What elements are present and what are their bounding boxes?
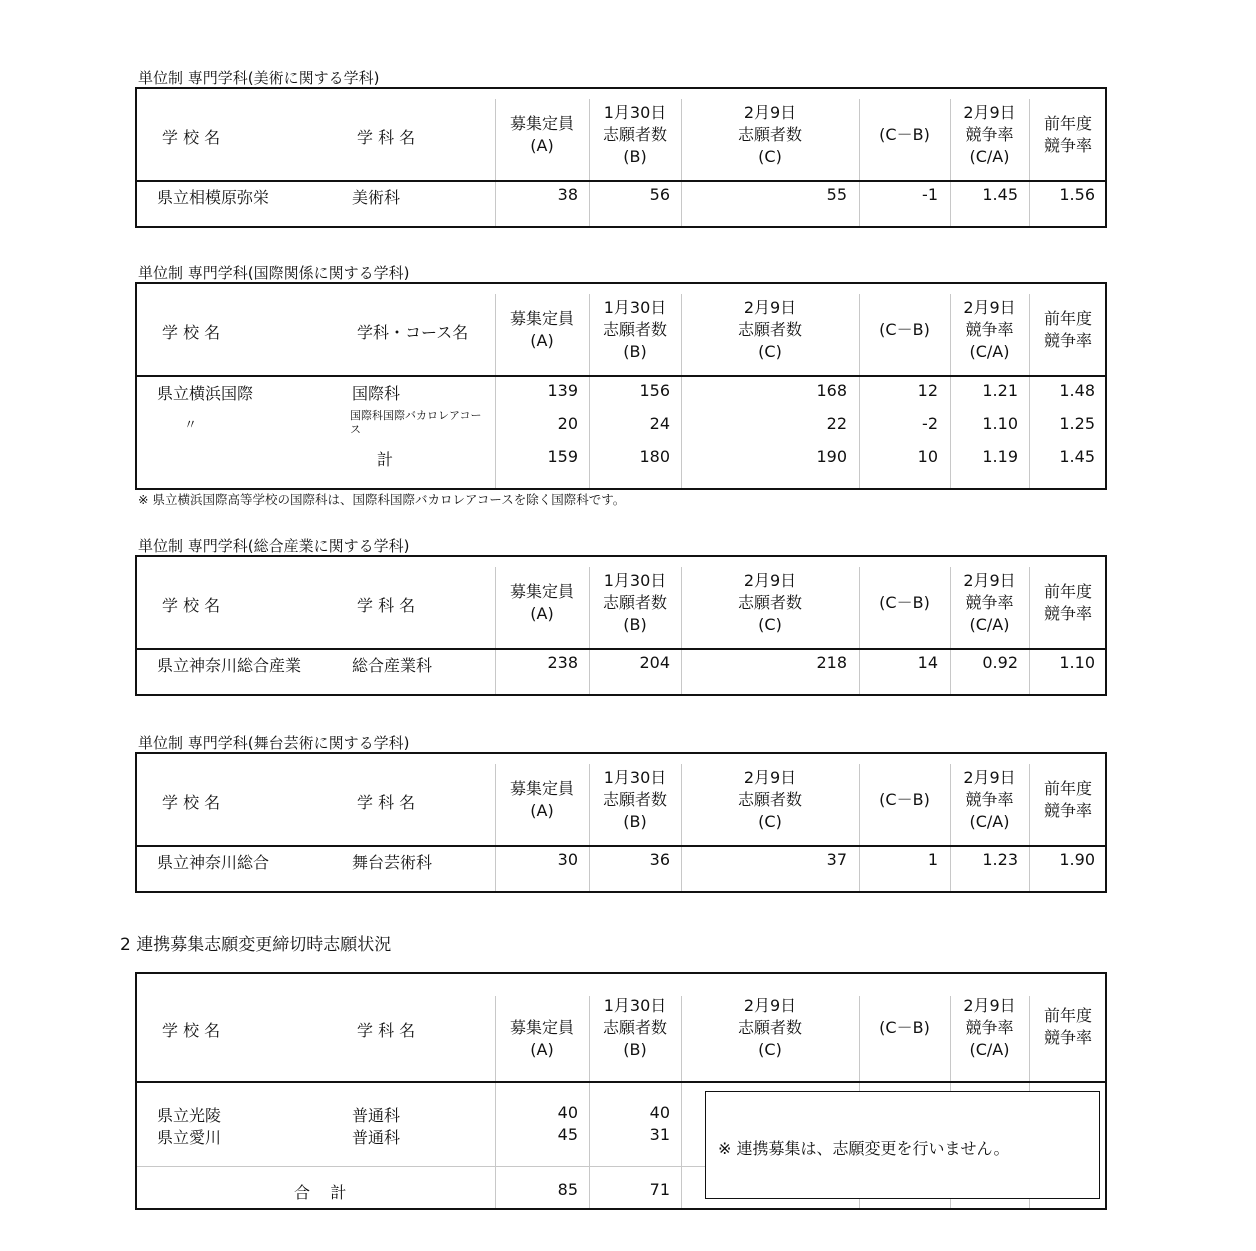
cell-school: 県立光陵 xyxy=(157,1106,222,1125)
header-ratio-line: 競争率 xyxy=(965,124,1014,144)
header-separator xyxy=(137,648,1105,650)
header-prev-ratio-line: 前年度 xyxy=(1043,1006,1092,1025)
header-dept: 学 科 名 xyxy=(357,792,416,812)
cell-b: 180 xyxy=(639,447,670,466)
header-applicants-jan30-line: 1月30日 xyxy=(603,996,667,1015)
header-school: 学 校 名 xyxy=(162,595,221,615)
header-prev-ratio-line: 競争率 xyxy=(1043,135,1092,155)
header-dept: 学科・コース名 xyxy=(357,322,469,342)
cell-a: 20 xyxy=(557,414,578,433)
header-applicants-jan30 xyxy=(589,102,681,168)
header-applicants-feb9-line: 2月9日 xyxy=(743,102,797,122)
header-applicants-feb9-line: (C) xyxy=(758,146,782,166)
header-applicants-jan30 xyxy=(589,995,681,1061)
table-caption: 単位制 専門学科(美術に関する学科) xyxy=(138,69,380,87)
header-ratio-line: (C/A) xyxy=(969,614,1010,634)
header-applicants-feb9-line: 志願者数 xyxy=(737,1018,802,1037)
cell-dept: 国際科 xyxy=(352,384,401,403)
header-applicants-feb9-line: (C) xyxy=(758,614,782,634)
cell-b: 24 xyxy=(649,414,670,433)
cell-school: 県立横浜国際 xyxy=(157,384,254,403)
cell-dept: 普通科 xyxy=(352,1106,401,1125)
header-ratio-line: (C/A) xyxy=(969,146,1010,166)
header-dept: 学 科 名 xyxy=(357,127,416,147)
section-heading: 2 連携募集志願変更締切時志願状況 xyxy=(120,935,392,955)
header-applicants-jan30 xyxy=(589,570,681,636)
header-school: 学 校 名 xyxy=(162,792,221,812)
column-divider xyxy=(589,377,590,488)
header-ratio-line: 競争率 xyxy=(965,592,1014,612)
header-ratio xyxy=(950,570,1029,636)
header-ratio xyxy=(950,297,1029,363)
cell-b: 31 xyxy=(649,1125,670,1144)
cell-prev: 1.90 xyxy=(1059,850,1095,869)
header-school: 学 校 名 xyxy=(162,322,221,342)
header-applicants-feb9 xyxy=(681,102,859,168)
header-capacity-line: (A) xyxy=(530,1040,554,1059)
table-caption: 単位制 専門学科(総合産業に関する学科) xyxy=(138,537,410,555)
header-capacity-line: 募集定員 xyxy=(509,113,574,133)
cell-school: 県立神奈川総合 xyxy=(157,853,270,872)
header-capacity xyxy=(495,1017,589,1061)
header-prev-ratio-line: 競争率 xyxy=(1043,1028,1092,1047)
header-applicants-feb9-line: 志願者数 xyxy=(737,592,802,612)
header-capacity-line: (A) xyxy=(530,135,554,155)
header-prev-ratio-line: 前年度 xyxy=(1043,113,1092,133)
header-ratio-line: 2月9日 xyxy=(963,102,1016,122)
cell-c: 55 xyxy=(826,185,847,204)
column-divider xyxy=(495,377,496,488)
cell-prev: 1.48 xyxy=(1059,381,1095,400)
header-capacity-line: (A) xyxy=(530,603,554,623)
cell-ratio: 1.10 xyxy=(982,414,1018,433)
result-table xyxy=(135,87,1107,228)
cell-c: 37 xyxy=(826,850,847,869)
cell-a: 45 xyxy=(557,1125,578,1144)
cell-dept: 舞台芸術科 xyxy=(352,853,433,872)
header-applicants-jan30-line: (B) xyxy=(623,146,647,166)
header-separator xyxy=(137,1081,1105,1083)
header-difference: (C－B) xyxy=(879,124,930,144)
cell-prev: 1.25 xyxy=(1059,414,1095,433)
cell-ratio: 1.21 xyxy=(982,381,1018,400)
header-applicants-feb9-line: (C) xyxy=(758,341,782,361)
header-capacity-line: 募集定員 xyxy=(509,778,574,798)
cell-cb: -1 xyxy=(922,185,938,204)
column-divider xyxy=(950,182,951,226)
header-prev-ratio-line: 競争率 xyxy=(1043,330,1092,350)
column-divider xyxy=(681,182,682,226)
header-ratio-line: 2月9日 xyxy=(963,570,1016,590)
column-divider xyxy=(495,1083,496,1208)
column-divider xyxy=(950,650,951,694)
header-capacity xyxy=(495,308,589,352)
header-applicants-jan30-line: 志願者数 xyxy=(602,319,667,339)
cell-c: 218 xyxy=(816,653,847,672)
header-difference: (C－B) xyxy=(879,319,930,339)
result-table xyxy=(135,752,1107,893)
header-school: 学 校 名 xyxy=(162,1021,221,1040)
column-divider xyxy=(1029,182,1030,226)
header-ratio-line: 競争率 xyxy=(965,1018,1014,1037)
cell-prev: 1.56 xyxy=(1059,185,1095,204)
header-applicants-feb9-line: (C) xyxy=(758,811,782,831)
cell-prev: 1.10 xyxy=(1059,653,1095,672)
column-divider xyxy=(589,182,590,226)
header-dept: 学 科 名 xyxy=(357,595,416,615)
cell-b: 36 xyxy=(649,850,670,869)
header-difference: (C－B) xyxy=(879,592,930,612)
header-difference: (C－B) xyxy=(879,1018,930,1037)
header-applicants-feb9-line: 志願者数 xyxy=(737,319,802,339)
cell-dept: 普通科 xyxy=(352,1128,401,1147)
header-prev-ratio xyxy=(1029,1005,1107,1049)
header-prev-ratio-line: 前年度 xyxy=(1043,581,1092,601)
cell-a: 38 xyxy=(557,185,578,204)
header-applicants-jan30-line: 志願者数 xyxy=(602,592,667,612)
cell-dept: 美術科 xyxy=(352,188,401,207)
header-applicants-feb9 xyxy=(681,767,859,833)
header-ratio-line: 競争率 xyxy=(965,319,1014,339)
header-applicants-feb9-line: 2月9日 xyxy=(743,570,797,590)
column-divider xyxy=(495,182,496,226)
cell-ratio: 1.45 xyxy=(982,185,1018,204)
cell-a: 85 xyxy=(557,1180,578,1199)
header-applicants-jan30-line: 1月30日 xyxy=(603,102,667,122)
header-capacity-line: 募集定員 xyxy=(509,308,574,328)
column-divider xyxy=(1029,650,1030,694)
cell-prev: 1.45 xyxy=(1059,447,1095,466)
table-note: ※ 県立横浜国際高等学校の国際科は、国際科国際バカロレアコースを除く国際科です。 xyxy=(138,492,626,507)
cell-b: 56 xyxy=(649,185,670,204)
header-capacity-line: 募集定員 xyxy=(509,1018,574,1037)
header-applicants-jan30-line: 志願者数 xyxy=(602,1018,667,1037)
header-applicants-jan30-line: (B) xyxy=(623,614,647,634)
header-capacity-line: (A) xyxy=(530,800,554,820)
cell-cb: 10 xyxy=(917,447,938,466)
row-divider xyxy=(137,1166,707,1167)
cell-ratio: 1.19 xyxy=(982,447,1018,466)
header-ratio-line: (C/A) xyxy=(969,1040,1010,1059)
cell-b: 40 xyxy=(649,1103,670,1122)
header-ratio xyxy=(950,767,1029,833)
header-capacity-line: 募集定員 xyxy=(509,581,574,601)
header-applicants-feb9-line: 志願者数 xyxy=(737,124,802,144)
cell-school: 県立相模原弥栄 xyxy=(157,188,270,207)
column-divider xyxy=(681,650,682,694)
header-ratio-line: (C/A) xyxy=(969,811,1010,831)
header-applicants-feb9 xyxy=(681,570,859,636)
header-applicants-jan30 xyxy=(589,297,681,363)
table-caption: 単位制 専門学科(舞台芸術に関する学科) xyxy=(138,734,410,752)
notice-text: ※ 連携募集は、志願変更を行いません。 xyxy=(718,1139,1010,1158)
header-separator xyxy=(137,375,1105,377)
column-divider xyxy=(950,377,951,488)
cell-c: 168 xyxy=(816,381,847,400)
header-ratio xyxy=(950,102,1029,168)
cell-b: 156 xyxy=(639,381,670,400)
header-prev-ratio-line: 前年度 xyxy=(1043,308,1092,328)
header-ratio-line: (C/A) xyxy=(969,341,1010,361)
cell-a: 40 xyxy=(557,1103,578,1122)
cell-dept: 総合産業科 xyxy=(352,656,433,675)
header-school: 学 校 名 xyxy=(162,127,221,147)
cell-ratio: 1.23 xyxy=(982,850,1018,869)
header-ratio xyxy=(950,995,1029,1061)
column-divider xyxy=(681,1083,682,1208)
header-prev-ratio xyxy=(1029,308,1107,352)
header-applicants-jan30-line: 1月30日 xyxy=(603,767,667,787)
header-separator xyxy=(137,180,1105,182)
result-table xyxy=(135,555,1107,696)
column-divider xyxy=(495,650,496,694)
header-ratio-line: 競争率 xyxy=(965,789,1014,809)
header-capacity-line: (A) xyxy=(530,330,554,350)
column-divider xyxy=(681,377,682,488)
header-applicants-jan30-line: 1月30日 xyxy=(603,297,667,317)
header-applicants-feb9 xyxy=(681,297,859,363)
cell-cb: 1 xyxy=(927,850,938,869)
cell-dept: 国際科国際バカロレアコース xyxy=(350,409,482,436)
header-capacity xyxy=(495,581,589,625)
total-label: 合 計 xyxy=(294,1183,347,1202)
column-divider xyxy=(589,1083,590,1208)
header-ratio-line: 2月9日 xyxy=(963,996,1016,1015)
cell-c: 22 xyxy=(826,414,847,433)
result-table xyxy=(135,282,1107,490)
column-divider xyxy=(589,847,590,891)
column-divider xyxy=(495,847,496,891)
cell-dept: 計 xyxy=(377,450,394,469)
table-caption: 単位制 専門学科(国際関係に関する学科) xyxy=(138,264,410,282)
header-applicants-jan30 xyxy=(589,767,681,833)
header-applicants-jan30-line: (B) xyxy=(623,1040,647,1059)
column-divider xyxy=(859,847,860,891)
header-applicants-feb9 xyxy=(681,995,859,1061)
cell-school: 〃 xyxy=(184,418,198,433)
header-applicants-jan30-line: 1月30日 xyxy=(603,570,667,590)
header-dept: 学 科 名 xyxy=(357,1021,416,1040)
header-prev-ratio xyxy=(1029,113,1107,157)
column-divider xyxy=(859,182,860,226)
column-divider xyxy=(681,847,682,891)
header-applicants-feb9-line: 2月9日 xyxy=(743,767,797,787)
header-prev-ratio-line: 競争率 xyxy=(1043,603,1092,623)
cell-cb: 12 xyxy=(917,381,938,400)
cell-a: 159 xyxy=(547,447,578,466)
cell-a: 139 xyxy=(547,381,578,400)
cell-c: 190 xyxy=(816,447,847,466)
header-prev-ratio xyxy=(1029,581,1107,625)
header-prev-ratio xyxy=(1029,778,1107,822)
header-capacity xyxy=(495,778,589,822)
header-capacity xyxy=(495,113,589,157)
header-ratio-line: 2月9日 xyxy=(963,297,1016,317)
cell-ratio: 0.92 xyxy=(982,653,1018,672)
header-applicants-jan30-line: (B) xyxy=(623,341,647,361)
cell-school: 県立愛川 xyxy=(157,1128,222,1147)
cell-a: 238 xyxy=(547,653,578,672)
cell-a: 30 xyxy=(557,850,578,869)
header-separator xyxy=(137,845,1105,847)
column-divider xyxy=(1029,377,1030,488)
header-applicants-feb9-line: 2月9日 xyxy=(743,996,797,1015)
column-divider xyxy=(589,650,590,694)
column-divider xyxy=(1029,847,1030,891)
header-prev-ratio-line: 前年度 xyxy=(1043,778,1092,798)
header-difference: (C－B) xyxy=(879,789,930,809)
cell-cb: -2 xyxy=(922,414,938,433)
notice-box xyxy=(705,1091,1100,1199)
header-applicants-feb9-line: 2月9日 xyxy=(743,297,797,317)
column-divider xyxy=(859,377,860,488)
header-applicants-jan30-line: 志願者数 xyxy=(602,789,667,809)
cell-school: 県立神奈川総合産業 xyxy=(157,656,302,675)
header-applicants-feb9-line: (C) xyxy=(758,1040,782,1059)
header-applicants-feb9-line: 志願者数 xyxy=(737,789,802,809)
column-divider xyxy=(859,650,860,694)
header-ratio-line: 2月9日 xyxy=(963,767,1016,787)
header-applicants-jan30-line: (B) xyxy=(623,811,647,831)
cell-b: 71 xyxy=(649,1180,670,1199)
cell-b: 204 xyxy=(639,653,670,672)
header-applicants-jan30-line: 志願者数 xyxy=(602,124,667,144)
header-prev-ratio-line: 競争率 xyxy=(1043,800,1092,820)
column-divider xyxy=(950,847,951,891)
cell-cb: 14 xyxy=(917,653,938,672)
